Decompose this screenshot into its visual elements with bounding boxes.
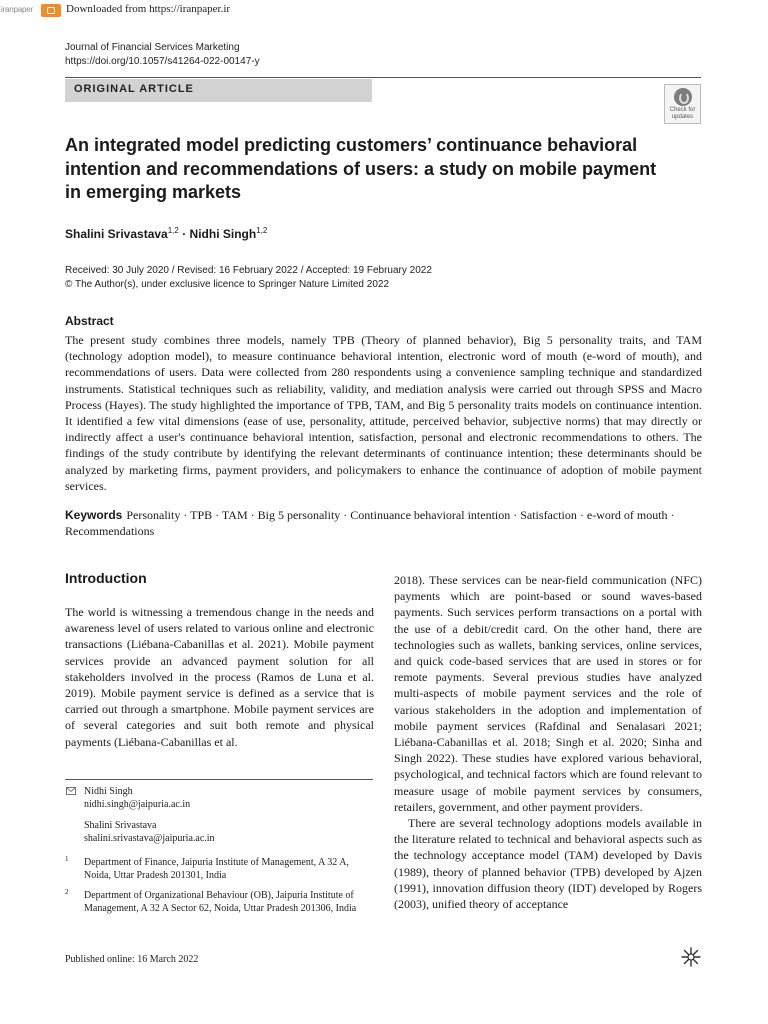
affiliation-text: Department of Finance, Jaipuria Institute of Management, A 32 A, Noida, Uttar Pradesh 201301, India [84,857,349,881]
logo-mark-icon [41,4,61,17]
article-type-label: ORIGINAL ARTICLE [74,83,194,95]
contact-name: Shalini Srivastava [84,820,157,831]
author-list [65,226,267,241]
abstract-text: The present study combines three models, namely TPB (Theory of planned behavior), Big 5 personality traits, and TAM (technology adoption model), to measure continuance behavioral intention, electronic word of mouth (e-word of mouth), and recommendations of users. Data were collected from 280 respondents using a convenience sampling technique and standardized instruments. Statistical techniques such as reliability, validity, and mediation analysis were carried out through SPSS and Macro Process (Hayes). The study highlighted the importance of TPB, TAM, and Big 5 personality traits models on continuance intention. It identified a few vital dimensions (ease of use, personality, attitude, perceived behavior, subjective norms) that may directly or indirectly affect a user's continuance behavioral intention, satisfaction, personal and electronic recommendations to others. The findings of the study contribute by identifying the relevant determinants of continuance intention; these determinants should be analyzed by marketing firms, payment providers, and policymakers to enhance the continuance of adoption of mobile payment services. [65,333,702,493]
article-history [65,264,432,292]
iranpaper-logo [1,4,63,17]
refresh-icon [674,88,692,106]
footnote-divider [65,779,373,780]
contact-email[interactable]: shalini.srivastava@jaipuria.ac.in [84,832,215,844]
affiliation-text: Department of Organizational Behaviour (OB), Jaipuria Institute of Management, A 32 A Sector 62, Noida, Uttar Pradesh 201306, India [84,890,357,914]
contact-email[interactable]: nidhi.singh@jaipuria.ac.in [84,798,191,810]
author-name[interactable]: Nidhi Singh [189,227,257,241]
title-line: intention and recommendations of users: a study on mobile payment [65,158,657,179]
author-name[interactable]: Shalini Srivastava [65,227,168,241]
title-line: in emerging markets [65,182,242,202]
logo-text: iranpaper [1,5,34,14]
check-updates-line2: updates [671,114,694,120]
corresponding-author [84,786,190,811]
history-dates: Received: 30 July 2020 / Revised: 16 February 2022 / Accepted: 19 February 2022 [65,265,432,276]
article-type-bar [65,79,372,102]
body-paragraph: There are several technology adoptions models available in the literature related to technical and behavioral aspects such as the technology acceptance model (TAM) developed by Davis (1989), theory of planned behavior (TPB) developed by Ajzen (1991), innovation diffusion theory (IDT) developed by Rogers (2003), unified theory of acceptance [394,816,702,912]
keywords-list: Personality · TPB · TAM · Big 5 personality · Continuance behavioral intention · Satisfaction · e-word of mouth · Recommendations [65,508,675,539]
abstract-heading: Abstract [65,314,114,328]
springer-horse-icon [680,946,702,968]
body-paragraph: 2018). These services can be near-field communication (NFC) payments which are point-based or sound waves-based payments. Such services perform transactions on a portal with the use of a debit/credit card. On the other hand, there are technologies such as wallets, banking services, online services, and quick code-based services that are used in stores or for remote payments. Several previous studies have analyzed multi-aspects of mobile payment services and the role of various stakeholders in the adoption and implementation of mobile payment services (Rafdinal and Senalasari 2021; Liébana-Cabanillas et al. 2018; Singh et al. 2020; Sinha and Singh 2022). These studies have explored various behavioral, psychological, and technical factors which are found relevant to measure usage of mobile payment services by consumers, retailers, government, and other payment providers. [394,573,702,814]
copyright-line: © The Author(s), under exclusive licence to Springer Nature Limited 2022 [65,279,390,290]
introduction-heading: Introduction [65,570,147,586]
author-affiliation-sup: 1,2 [167,226,179,235]
author-contact [84,820,215,845]
body-paragraph: The world is witnessing a tremendous change in the needs and awareness level of users related to various online and electronic transactions (Liébana-Cabanillas et al. 2021). Mobile payment services provide an advanced payment solution for all stakeholders involved in the process (Ramos de Luna et al. 2019). Mobile payment service is defined as a service that is carried out through a smartphone. Mobile payment services are of several categories and suit both remote and physical payments (Liébana-Cabanillas et al. [65,605,374,749]
affiliation-number: 1 [65,855,69,863]
title-line: An integrated model predicting customers’ continuance behavioral [65,135,638,155]
download-source-link[interactable]: Downloaded from https://iranpaper.ir [66,3,231,15]
body-left-column [65,604,374,750]
article-title [65,134,675,205]
journal-name: Journal of Financial Services Marketing [65,42,240,53]
affiliation-number: 2 [65,888,69,896]
envelope-icon [66,787,76,795]
keywords-section [65,507,702,539]
journal-info [65,41,260,69]
contact-name: Nidhi Singh [84,786,133,797]
published-date: Published online: 16 March 2022 [65,954,199,965]
header-divider [65,77,701,78]
author-affiliation-sup: 1,2 [256,226,268,235]
keywords-label: Keywords [65,508,123,522]
download-banner [0,0,400,20]
check-for-updates-button[interactable] [664,84,701,124]
check-updates-line1: Check for [669,107,696,113]
body-right-column [394,572,702,912]
doi-link[interactable]: https://doi.org/10.1057/s41264-022-00147-y [65,56,260,67]
author-separator: · [178,227,190,241]
